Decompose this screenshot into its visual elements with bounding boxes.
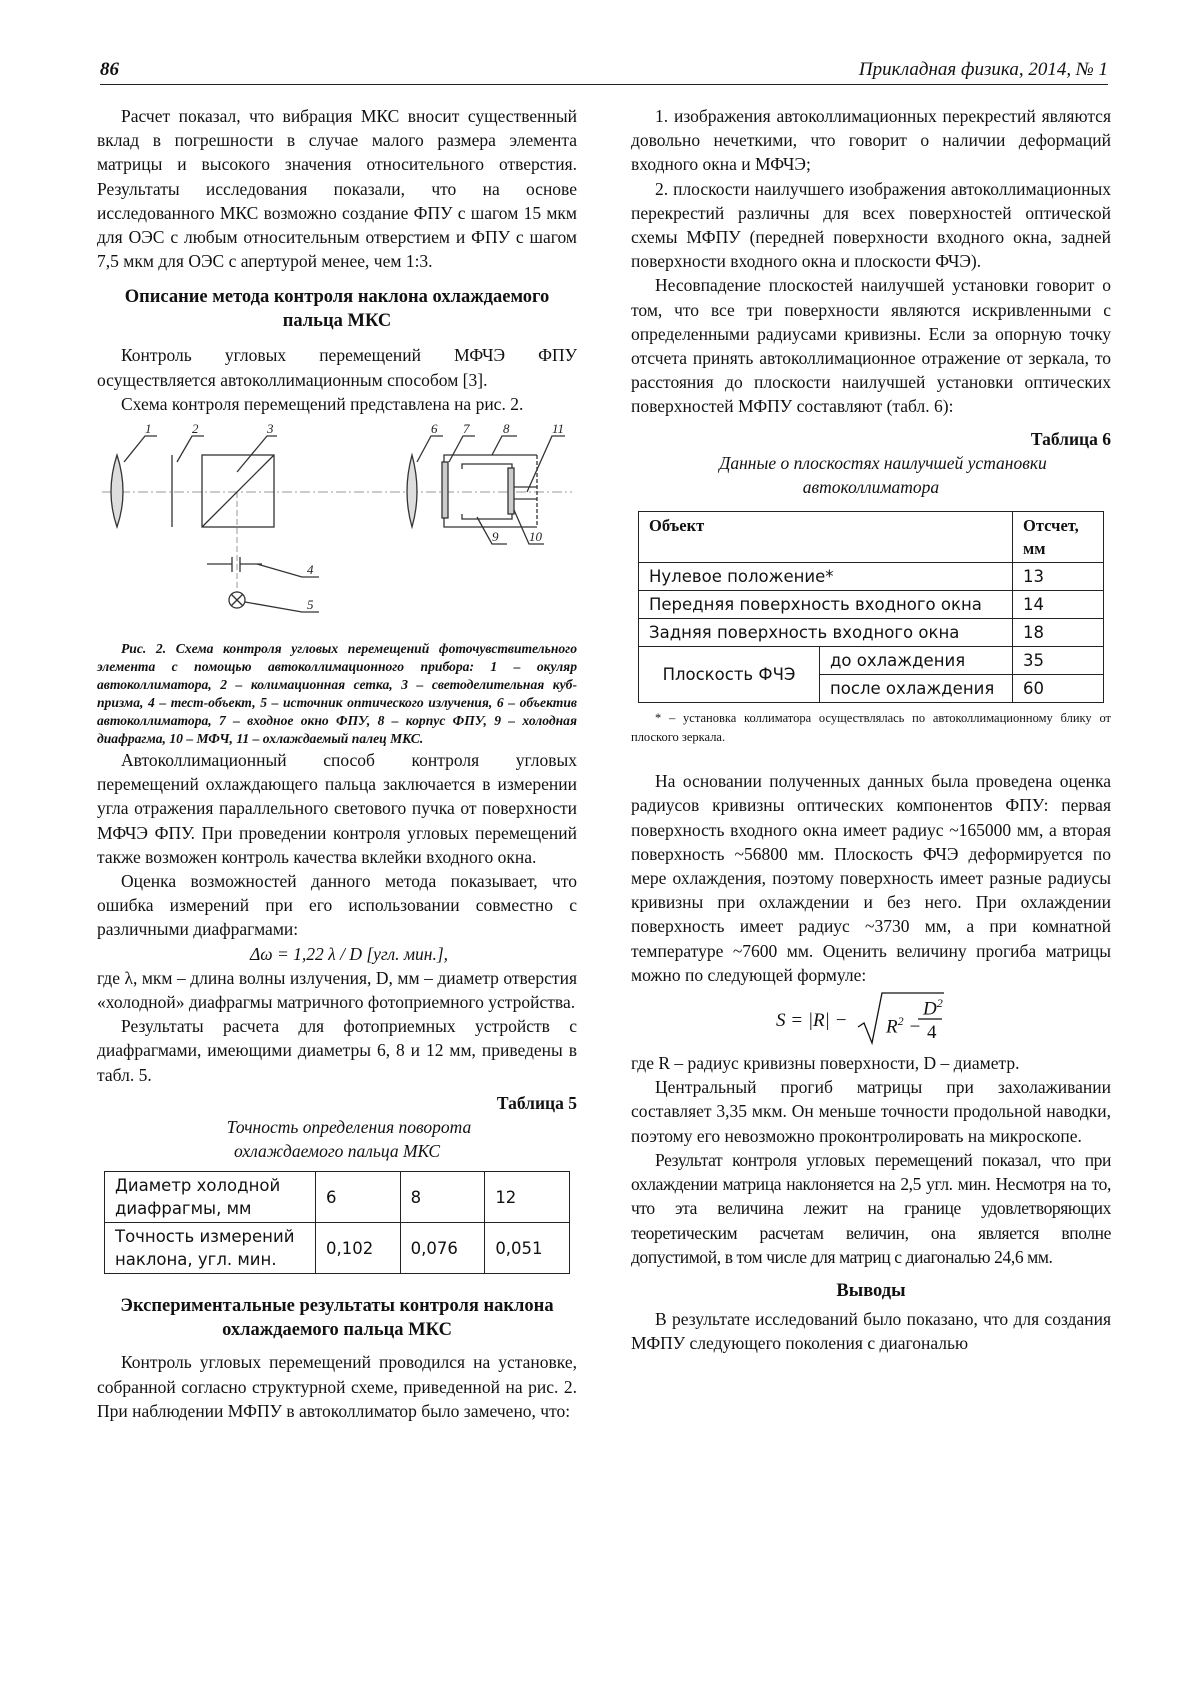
formula-part: S = |R| − xyxy=(776,1010,848,1032)
table-cell: 12 xyxy=(485,1172,570,1223)
table-cell: 60 xyxy=(1013,675,1104,703)
section-heading: Экспериментальные результаты контроля наклона охлаждаемого пальца МКС xyxy=(120,1296,554,1341)
table-cell: Передняя поверхность входного окна xyxy=(639,591,1013,619)
table-cell: Диаметр холодной диафрагмы, мм xyxy=(105,1172,316,1223)
paragraph: Контроль угловых перемещений МФЧЭ ФПУ осуществляется автоколлимационным способом [3]. xyxy=(97,345,577,390)
paragraph: где λ, мкм – длина волны излучения, D, мм – диаметр отверстия «холодной» диафрагмы матричного фотоприемного устройства. xyxy=(97,967,577,1013)
table-cell: 18 xyxy=(1013,619,1104,647)
formula-part: 4 xyxy=(927,1022,937,1044)
table-cell: 0,051 xyxy=(485,1223,570,1274)
table-footnote: * – установка коллиматора осуществлялась по автоколлимационному блику от плоского зеркала. xyxy=(631,711,1111,745)
formula xyxy=(631,987,1111,1051)
figure-2-scheme xyxy=(97,422,577,622)
paragraph: Несовпадение плоскостей наилучшей установки говорит о том, что все три поверхности являются искривленными с определенными радиусами кривизны. Если за опорную точку отсчета принять автоколлимационное отражение от зеркала, то расстояния до плоскости наилучшей установки оптических поверхностей МФПУ составляют (табл. 6): xyxy=(631,275,1111,417)
paragraph: Результат контроля угловых перемещений показал, что при охлаждении матрица наклоняется на 2,5 угл. мин. Несмотря на то, что эта величина лежит на границе удовлетворяющих теоретическим расчетам величин, она является вполне допустимой, в том числе для матриц с диагональю 24,6 мм. xyxy=(631,1149,1111,1267)
table-header-row xyxy=(639,512,1104,563)
table-cell: после охлаждения xyxy=(820,675,1013,703)
figure-label: 5 xyxy=(307,597,314,613)
eyepiece-lens xyxy=(111,455,123,527)
figure-label: 6 xyxy=(431,422,438,437)
input-window xyxy=(442,462,448,518)
running-header xyxy=(100,56,1108,85)
table-row xyxy=(105,1172,570,1223)
table-cell: до охлаждения xyxy=(820,647,1013,675)
table-cell: 6 xyxy=(316,1172,401,1223)
section-heading: Выводы xyxy=(836,1280,906,1301)
table-cell: Точность измерений наклона, угл. мин. xyxy=(105,1223,316,1274)
table-cell: 14 xyxy=(1013,591,1104,619)
paragraph: Схема контроля перемещений представлена на рис. 2. xyxy=(121,393,524,414)
figure-label: 9 xyxy=(492,529,499,545)
table-caption: Точность определения поворота охлаждаемого пальца МКС xyxy=(226,1117,472,1162)
journal-title: Прикладная физика, 2014, № 1 xyxy=(858,59,1108,80)
list-item: 1. изображения автоколлимационных перекрестий являются довольно нечеткими, что говорит о наличии деформаций входного окна и МФЧЭ; xyxy=(631,106,1111,175)
paragraph: Центральный прогиб матрицы при захолаживании составляет 3,35 мкм. Он меньше точности продольной наводки, поэтому его невозможно проконтролировать на микроскопе. xyxy=(631,1077,1111,1146)
paragraph: Автоколлимационный способ контроля угловых перемещений охлаждающего пальца заключается в измерении угла отражения параллельного светового пучка от поверхности МФЧЭ ФПУ. При проведении контроля угловых перемещений также возможен контроль качества вклейки входного окна. xyxy=(97,750,577,867)
table-row xyxy=(639,591,1104,619)
table-cell: Задняя поверхность входного окна xyxy=(639,619,1013,647)
table-5 xyxy=(104,1171,570,1274)
table-label: Таблица 5 xyxy=(496,1092,577,1113)
table-row xyxy=(105,1223,570,1274)
formula-part: R xyxy=(886,1016,898,1038)
table-row xyxy=(639,647,1104,675)
figure-label: 7 xyxy=(463,422,470,437)
table-label: Таблица 6 xyxy=(1030,428,1111,449)
list-item: 2. плоскости наилучшего изображения автоколлимационных перекрестий различны для всех поверхностей оптической схемы МФПУ (передней поверхности входного окна, задней поверхности входного окна и плоскости ФЧЭ). xyxy=(631,178,1111,272)
paragraph: Оценка возможностей данного метода показывает, что ошибка измерений при его использовании совместно с различными диафрагмами: xyxy=(97,871,577,940)
formula-part xyxy=(923,991,943,1022)
objective-lens xyxy=(407,455,417,527)
paragraph: На основании полученных данных была проведена оценка радиусов кривизны оптических компонентов ФПУ: первая поверхность входного окна имеет радиус ~165000 мм, а вторая поверхность ~56800 мм. Плоскость ФЧЭ деформируется по мере охлаждения, поэтому поверхность имеет разные радиусы кривизны при охлаждении и без него. При охлаждении поверхность имеет радиус ~3730 мм, а при комнатной температуре ~7600 мм. Оценить величину прогиба матрицы можно по следующей формуле: xyxy=(631,771,1111,985)
paragraph: В результате исследований было показано, что для создания МФПУ следующего поколения с диагональю xyxy=(631,1308,1111,1354)
mfch xyxy=(508,468,514,514)
figure-caption: Рис. 2. Схема контроля угловых перемещений фоточувствительного элемента с помощью автоколлимационного прибора: 1 – окуляр автоколлиматора, 2 – колимационная сетка, 3 – светоделительная куб-призма, 4 – тест-объект, 5 – источник оптического излучения, 6 – объектив автоколлиматора, 7 – входное окно ФПУ, 8 – корпус ФПУ, 9 – холодная диафрагма, 10 – МФЧ, 11 – охлаждаемый палец МКС. xyxy=(97,641,577,747)
table-cell: 13 xyxy=(1013,563,1104,591)
table-cell: 8 xyxy=(400,1172,485,1223)
figure-label: 2 xyxy=(192,422,199,437)
formula-part: D xyxy=(923,998,937,1020)
right-column xyxy=(631,104,1111,1355)
figure-label: 8 xyxy=(503,422,510,437)
formula-part: $R^2$ − xyxy=(886,1014,922,1038)
table-6 xyxy=(638,511,1104,703)
figure-label: 4 xyxy=(307,562,314,578)
left-column xyxy=(97,104,577,1423)
formula-part: 2 xyxy=(936,996,943,1011)
column-header: Отсчет, мм xyxy=(1013,512,1104,563)
table-cell: Нулевое положение* xyxy=(639,563,1013,591)
column-header: Объект xyxy=(639,512,1013,563)
formula: Δω = 1,22 λ / D [угл. мин.], xyxy=(249,943,449,964)
table-row xyxy=(639,563,1104,591)
table-cell: 0,102 xyxy=(316,1223,401,1274)
table-cell: Плоскость ФЧЭ xyxy=(639,647,820,703)
fpu-body xyxy=(444,455,537,527)
formula-part: 2 xyxy=(897,1014,904,1029)
table-cell: 35 xyxy=(1013,647,1104,675)
paragraph: где R – радиус кривизны поверхности, D – диаметр. xyxy=(631,1053,1020,1074)
table-caption: Данные о плоскостях наилучшей установки автоколлиматора xyxy=(719,452,1047,498)
figure-label: 1 xyxy=(145,422,152,437)
figure-label: 3 xyxy=(267,422,274,437)
figure-label: 11 xyxy=(552,422,565,437)
figure-label: 10 xyxy=(529,529,542,545)
paragraph: Контроль угловых перемещений проводился на установке, собранной согласно структурной схеме, приведенной на рис. 2. При наблюдении МФПУ в автоколлиматор было замечено, что: xyxy=(97,1352,577,1421)
table-row xyxy=(639,619,1104,647)
paragraph: Расчет показал, что вибрация МКС вносит существенный вклад в погрешности в случае малого размера элемента матрицы и высокого значения относительного отверстия. Результаты исследования показали, что на основе исследованного МКС возможно создание ФПУ с шагом 15 мкм для ОЭС с любым относительным отверстием и ФПУ с шагом 7,5 мкм для ОЭС с апертурой менее, чем 1:3. xyxy=(97,106,577,272)
paragraph: Результаты расчета для фотоприемных устройств с диафрагмами, имеющими диаметры 6, 8 и 12 мм, приведены в табл. 5. xyxy=(97,1016,577,1085)
page-number: 86 xyxy=(100,59,119,80)
table-cell: 0,076 xyxy=(400,1223,485,1274)
section-heading: Описание метода контроля наклона охлаждаемого пальца МКС xyxy=(124,287,550,332)
